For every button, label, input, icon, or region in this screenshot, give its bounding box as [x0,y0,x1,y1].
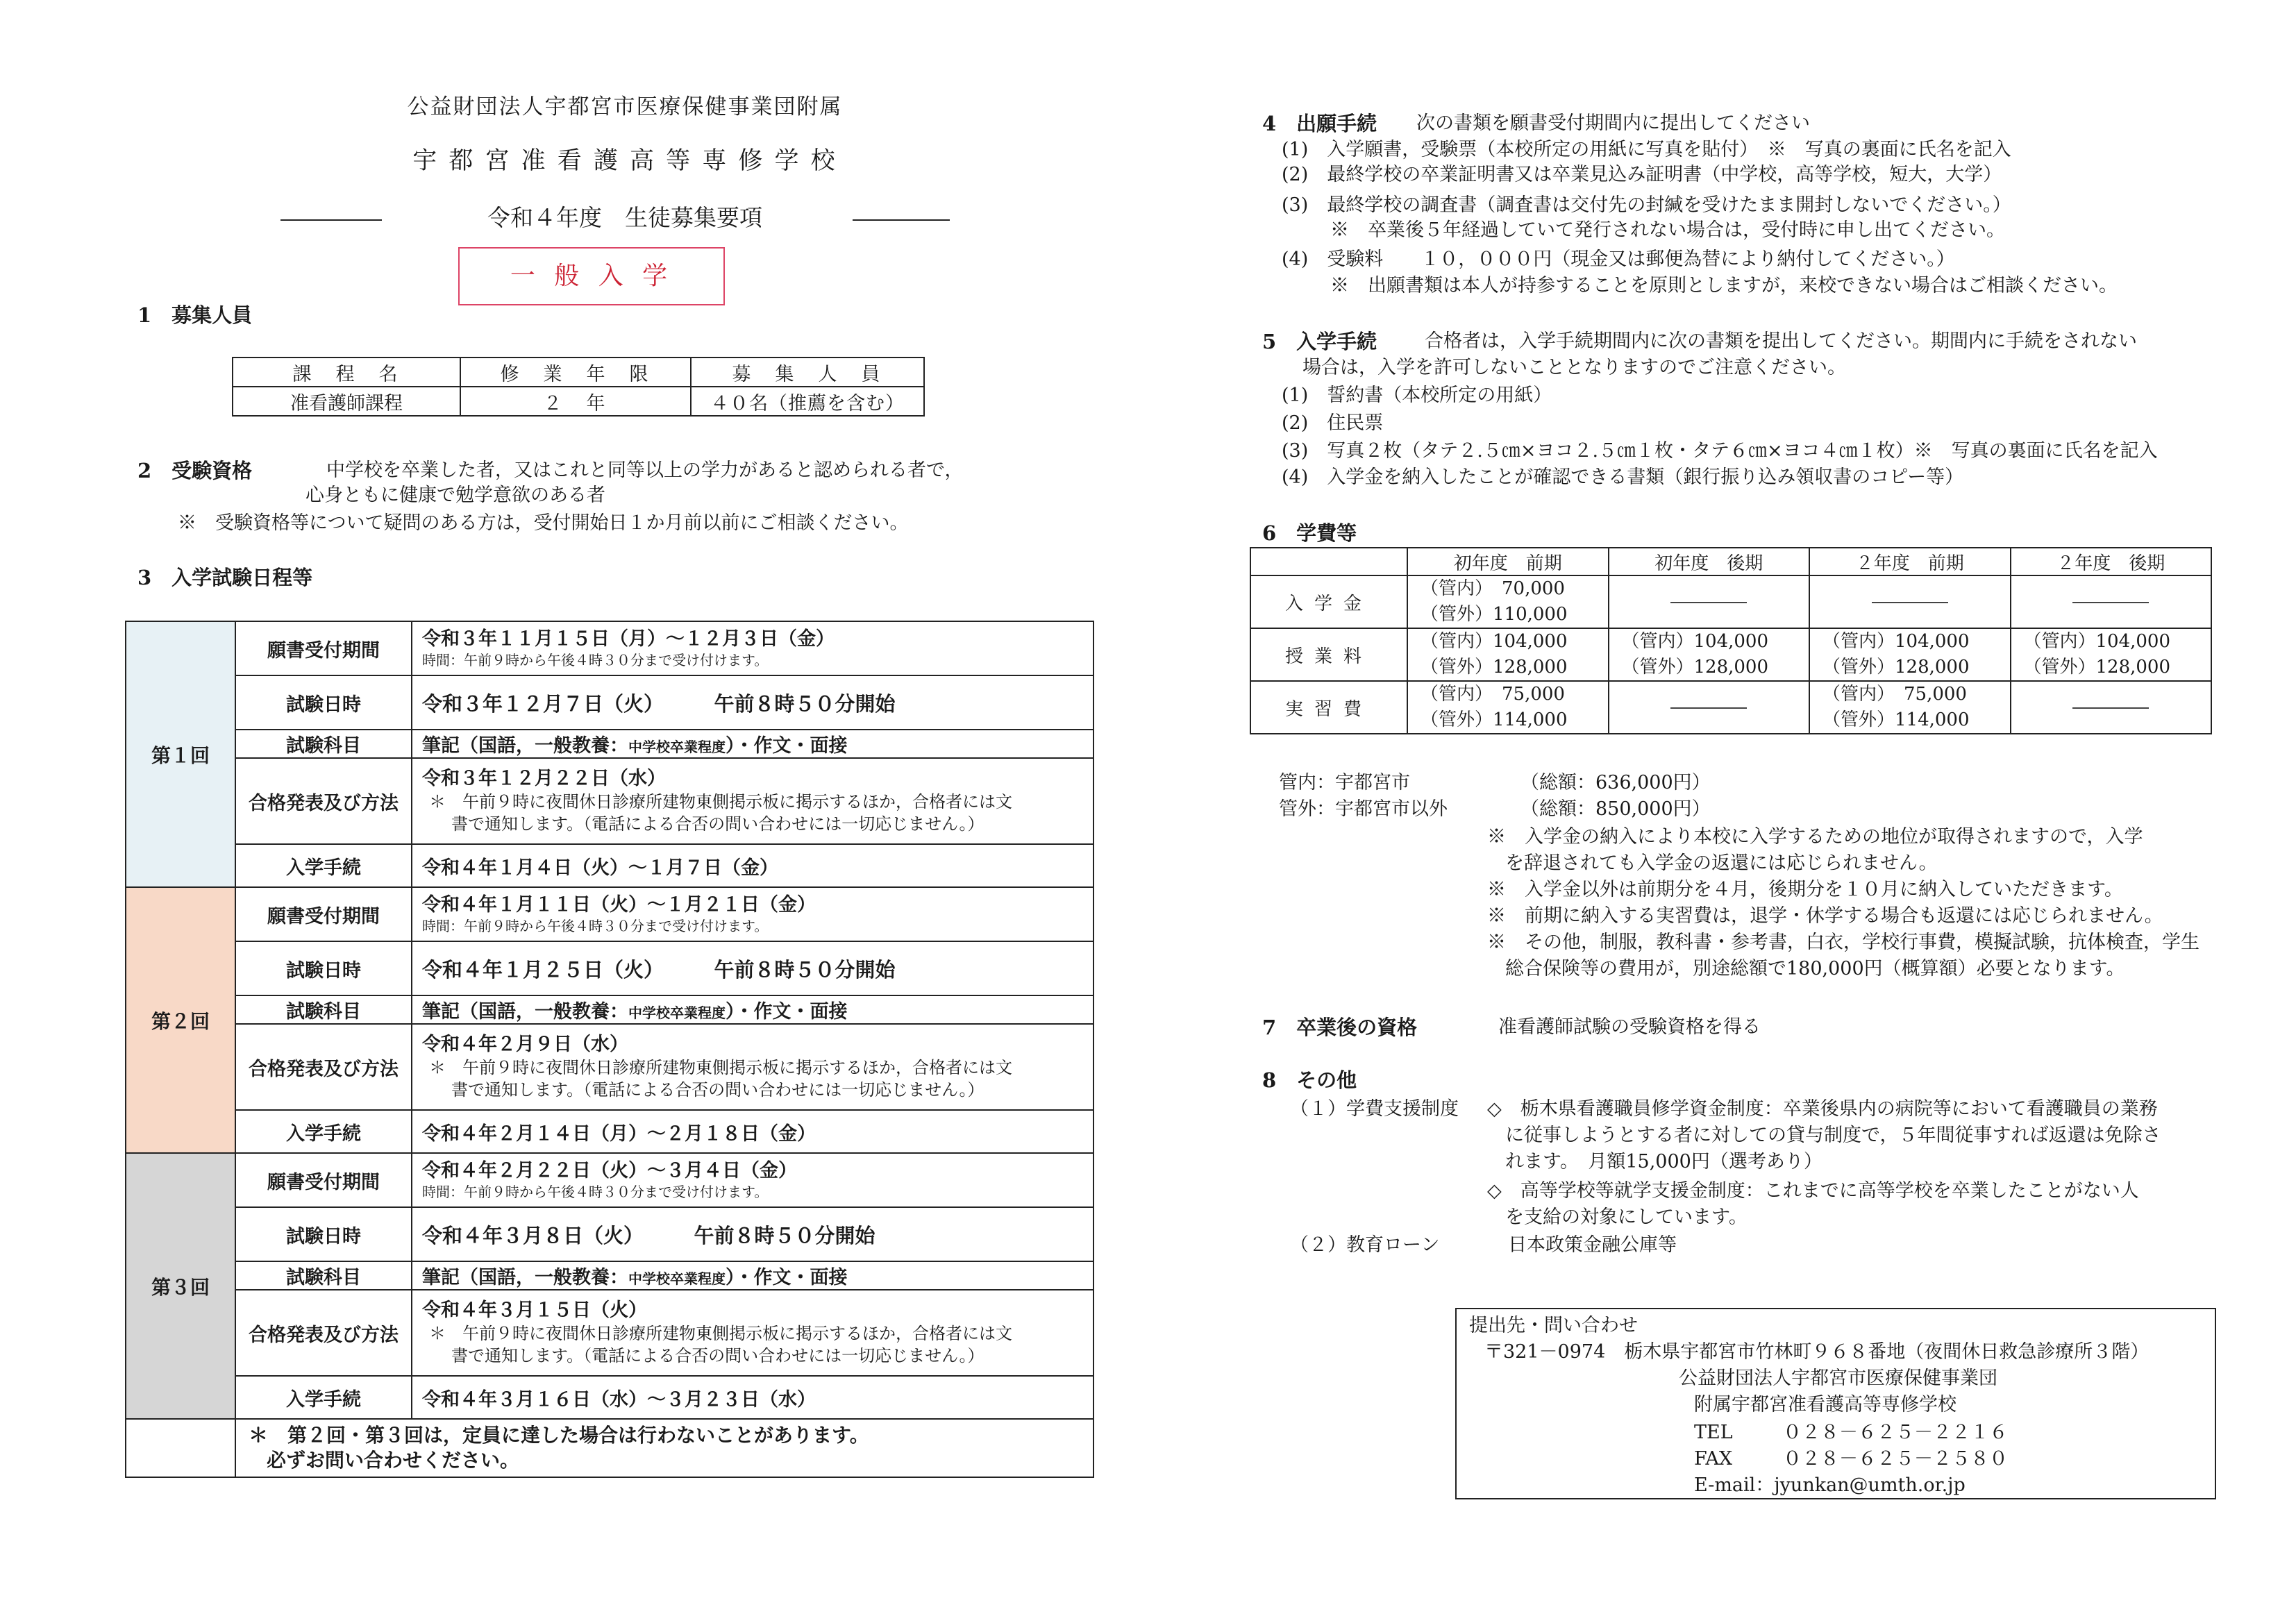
enrollment-header-years: 修 業 年 限 [460,358,691,387]
fee-table [1250,547,2212,734]
contact-email[interactable]: E-mail：jyunkan@umth.or.jp [1694,1474,1966,1496]
section4-item4: (4) 受験料 １０，０００円（現金又は郵便為替により納付してください。） [1282,249,1955,270]
support-a3: れます。 月額15,000円（選考あり） [1505,1151,1822,1172]
support-a2: に従事しようとする者に対しての貸与制度で，５年間従事すれば返還は免除さ [1505,1125,2161,1146]
section5-item3: (3) 写真２枚（タテ２.５㎝×ヨコ２.５㎝１枚・タテ６㎝×ヨコ４㎝１枚）※ 写真の裏面に氏名を記入 [1282,440,2158,462]
footer-spacer [126,1419,235,1477]
practicum-y1f-kangai: （管外）114,000 [1421,709,1568,730]
section4-lead: 次の書類を願書受付期間内に提出してください [1416,112,1810,134]
fee-note1: ※ 入学金の納入により本校に入学するための地位が取得されますので，入学 [1487,826,2143,848]
org-name: 公益財団法人宇都宮市医療保健事業団附属 [407,94,843,119]
tuition-y2s-kangai: （管外）128,000 [2023,657,2171,678]
tuition-y2f-kangai: （管外）128,000 [1822,657,1970,678]
tel-label: TEL [1694,1422,1733,1443]
round3-date-label: 試験日時 [235,1207,412,1261]
support-b1: ◇ 高等学校等就学支援金制度：これまでに高等学校を卒業したことがない人 [1487,1180,2139,1202]
fee-row-practicum-label: 実習費 [1250,681,1407,734]
section5-lead: 合格者は，入学手続期間内に次の書類を提出してください。期間内に手続をされない [1425,330,2137,352]
round3-result-label: 合格発表及び方法 [235,1290,412,1376]
round2-label: 第２回 [126,887,235,1153]
support-a1: ◇ 栃木県看護職員修学資金制度：卒業後県内の病院等において看護職員の業務 [1487,1098,2158,1120]
schedule-footnote2: 必ずお問い合わせください。 [267,1449,520,1472]
fee-header-y2-second: ２年度 後期 [2011,548,2212,575]
section5-item4: (4) 入学金を納入したことが確認できる書類（銀行振り込み領収書のコピー等） [1282,466,1964,488]
fee-header-y1-second: 初年度 後期 [1609,548,1810,575]
fee-note3: ※ 前期に納入する実習費は，退学・休学する場合も返還には応じられません。 [1487,905,2163,927]
section6-heading: 6 学費等 [1262,521,1357,545]
round3-subjects: 筆記（国語，一般教養：中学校卒業程度）・作文・面接 [412,1261,1093,1290]
fax-label: FAX [1694,1448,1733,1470]
fee-row-admission-label: 入学金 [1250,575,1407,628]
fee-note1b: を辞退されても入学金の返還には応じられません。 [1505,852,1938,874]
practicum-dash-1 [1609,681,1810,734]
fee-note4b: 総合保険等の費用が，別途総額で180,000円（概算額）必要となります。 [1505,958,2125,979]
fee-note4: ※ その他，制服，教科書・参考書，白衣，学校行事費，模擬試験，抗体検査，学生 [1487,932,2199,953]
section5-item2: (2) 住民票 [1282,412,1384,434]
kangai-total: （総額：850,000円） [1520,798,1711,820]
admission-fee-dash-3 [2011,575,2212,628]
round2-app-label: 願書受付期間 [235,887,412,941]
round1-app-period: 令和３年１１月１５日（月）～１２月３日（金） [422,628,835,650]
eligibility-line2: 心身ともに健康で勉学意欲のある者 [305,485,605,506]
round1-date-label: 試験日時 [235,675,412,730]
round1-app-time: 時間：午前９時から午後４時３０分まで受け付けます。 [422,652,769,668]
admission-fee-dash-2 [1809,575,2011,628]
round2-procedure: 令和４年２月１４日（月）～２月１８日（金） [412,1110,1093,1153]
round2-result-note1: ＊ 午前９時に夜間休日診療所建物東側掲示板に掲示するほか，合格者には文 [429,1058,1012,1077]
exam-schedule-table [125,621,1094,1478]
round2-result-date: 令和４年２月９日（水） [422,1034,628,1055]
round2-result-label: 合格発表及び方法 [235,1024,412,1110]
section4-item3: (3) 最終学校の調査書（調査書は交付先の封緘を受けたまま開封しないでください。） [1282,194,2011,216]
practicum-y2f-kangai: （管外）114,000 [1822,709,1970,730]
round2-result-note2: 書で通知します。（電話による合否の問い合わせには一切応じません。） [451,1080,984,1100]
contact-box [1455,1308,2216,1499]
round3-procedure: 令和４年３月１６日（水）～３月２３日（水） [412,1376,1093,1419]
enrollment-course: 准看護師課程 [233,387,460,416]
round2-exam-date: 令和４年１月２５日（火） 午前８時５０分開始 [412,941,1093,995]
section5-heading: 5 入学手続 [1262,330,1377,353]
section2-heading: 2 受験資格 [137,459,253,482]
contact-org1: 公益財団法人宇都宮市医療保健事業団 [1679,1368,1997,1389]
round2-proc-label: 入学手続 [235,1110,412,1153]
round1-app-label: 願書受付期間 [235,621,412,675]
section7-heading: 7 卒業後の資格 [1262,1016,1418,1039]
enrollment-header-count: 募 集 人 員 [691,358,924,387]
round2-subj-label: 試験科目 [235,995,412,1024]
schedule-footnote1: ＊ 第２回・第３回は，定員に達した場合は行わないことがあります。 [249,1424,869,1447]
eligibility-line1: 中学校を卒業した者，又はこれと同等以上の学力があると認められる者で， [326,460,964,481]
subtitle-rule-left [280,219,382,221]
round2-app-period: 令和４年１月１１日（火）～１月２１日（金） [422,894,816,916]
fee-header-blank [1250,548,1407,575]
school-name: 宇 都 宮 准 看 護 高 等 専 修 学 校 [412,147,837,175]
round3-result-date: 令和４年３月１５日（火） [422,1300,647,1321]
admission-fee-kangai: （管外）110,000 [1421,604,1568,625]
round3-app-period: 令和４年２月２２日（火）～３月４日（金） [422,1160,797,1181]
round1-subjects: 筆記（国語，一般教養：中学校卒業程度）・作文・面接 [412,730,1093,758]
practicum-y1f-kannai: （管内） 75,000 [1421,684,1565,705]
fee-row-tuition-label: 授業料 [1250,628,1407,681]
fee-note2: ※ 入学金以外は前期分を４月，後期分を１０月に納入していただきます。 [1487,879,2123,900]
round3-label: 第３回 [126,1153,235,1419]
section5-item1: (1) 誓約書（本校所定の用紙） [1282,385,1552,406]
section3-heading: 3 入学試験日程等 [137,566,313,589]
support-b2: を支給の対象にしています。 [1505,1206,1748,1228]
round1-label: 第１回 [126,621,235,887]
round3-app-label: 願書受付期間 [235,1153,412,1207]
kangai-label: 管外：宇都宮市以外 [1279,798,1448,820]
section4-item1: (1) 入学願書，受験票（本校所定の用紙に写真を貼付） ※ 写真の裏面に氏名を記入 [1282,139,2011,160]
round3-result-note1: ＊ 午前９時に夜間休日診療所建物東側掲示板に掲示するほか，合格者には文 [429,1324,1012,1343]
fee-header-y1-first: 初年度 前期 [1407,548,1609,575]
round1-result-note1: ＊ 午前９時に夜間休日診療所建物東側掲示板に掲示するほか，合格者には文 [429,792,1012,812]
loan-heading: （２）教育ローン [1290,1234,1440,1256]
round2-date-label: 試験日時 [235,941,412,995]
tuition-y1s-kangai: （管外）128,000 [1621,657,1769,678]
enrollment-table [232,357,925,417]
qualification-text: 准看護師試験の受験資格を得る [1498,1016,1761,1038]
enrollment-count: ４０名（推薦を含む） [691,387,924,416]
round1-proc-label: 入学手続 [235,844,412,887]
tuition-y2f-kannai: （管内）104,000 [1822,631,1970,652]
round3-subj-label: 試験科目 [235,1261,412,1290]
section4-heading: 4 出願手続 [1262,112,1377,135]
round1-result-note2: 書で通知します。（電話による合否の問い合わせには一切応じません。） [451,814,984,834]
eligibility-note: ※ 受験資格等について疑問のある方は，受付開始日１か月前以前にご相談ください。 [178,512,909,534]
kannai-total: （総額：636,000円） [1520,772,1711,793]
general-admission-badge: 一 般 入 学 [458,247,725,305]
round1-subj-label: 試験科目 [235,730,412,758]
admission-fee-kannai: （管内） 70,000 [1421,578,1565,599]
round1-result-label: 合格発表及び方法 [235,758,412,844]
loan-text: 日本政策金融公庫等 [1508,1234,1677,1256]
contact-address: 〒321－0974 栃木県宇都宮市竹林町９６８番地（夜間休日救急診療所３階） [1484,1341,2150,1363]
tuition-y1f-kangai: （管外）128,000 [1421,657,1568,678]
section4-note1: ※ 卒業後５年経過していて発行されない場合は，受付時に申し出てください。 [1330,219,2005,241]
round3-result-note2: 書で通知します。（電話による合否の問い合わせには一切応じません。） [451,1346,984,1365]
practicum-dash-2 [2011,681,2212,734]
admission-fee-dash-1 [1609,575,1810,628]
round1-exam-date: 令和３年１２月７日（火） 午前８時５０分開始 [412,675,1093,730]
enrollment-years: ２ 年 [460,387,691,416]
round1-result-date: 令和３年１２月２２日（水） [422,768,666,789]
subtitle: 令和４年度 生徒募集要項 [487,204,762,231]
section5-lead2: 場合は，入学を許可しないこととなりますのでご注意ください。 [1302,357,1846,378]
subtitle-rule-right [853,219,950,221]
tel-number: ０２８－６２５－２２１６ [1783,1422,2008,1443]
tuition-y1s-kannai: （管内）104,000 [1621,631,1769,652]
round2-app-time: 時間：午前９時から午後４時３０分まで受け付けます。 [422,918,769,934]
fee-header-y2-first: ２年度 前期 [1809,548,2011,575]
round2-subjects: 筆記（国語，一般教養：中学校卒業程度）・作文・面接 [412,995,1093,1024]
section8-heading: 8 その他 [1262,1068,1357,1092]
support-heading: （１）学費支援制度 [1290,1098,1459,1120]
contact-title: 提出先・問い合わせ [1469,1315,1638,1336]
round3-proc-label: 入学手続 [235,1376,412,1419]
round1-procedure: 令和４年１月４日（火）～１月７日（金） [412,844,1093,887]
tuition-y2s-kannai: （管内）104,000 [2023,631,2171,652]
contact-org2: 附属宇都宮准看護高等専修学校 [1694,1394,1956,1415]
tuition-y1f-kannai: （管内）104,000 [1421,631,1568,652]
enrollment-header-course: 課 程 名 [233,358,460,387]
section1-heading: 1 募集人員 [137,303,253,327]
fax-number: ０２８－６２５－２５８０ [1783,1448,2008,1470]
round3-exam-date: 令和４年３月８日（火） 午前８時５０分開始 [412,1207,1093,1261]
section4-item2: (2) 最終学校の卒業証明書又は卒業見込み証明書（中学校，高等学校，短大，大学） [1282,164,2002,185]
section4-note2: ※ 出願書類は本人が持参することを原則としますが，来校できない場合はご相談ください。 [1330,275,2118,296]
practicum-y2f-kannai: （管内） 75,000 [1822,684,1967,705]
kannai-label: 管内：宇都宮市 [1279,772,1410,793]
round3-app-time: 時間：午前９時から午後４時３０分まで受け付けます。 [422,1184,769,1200]
